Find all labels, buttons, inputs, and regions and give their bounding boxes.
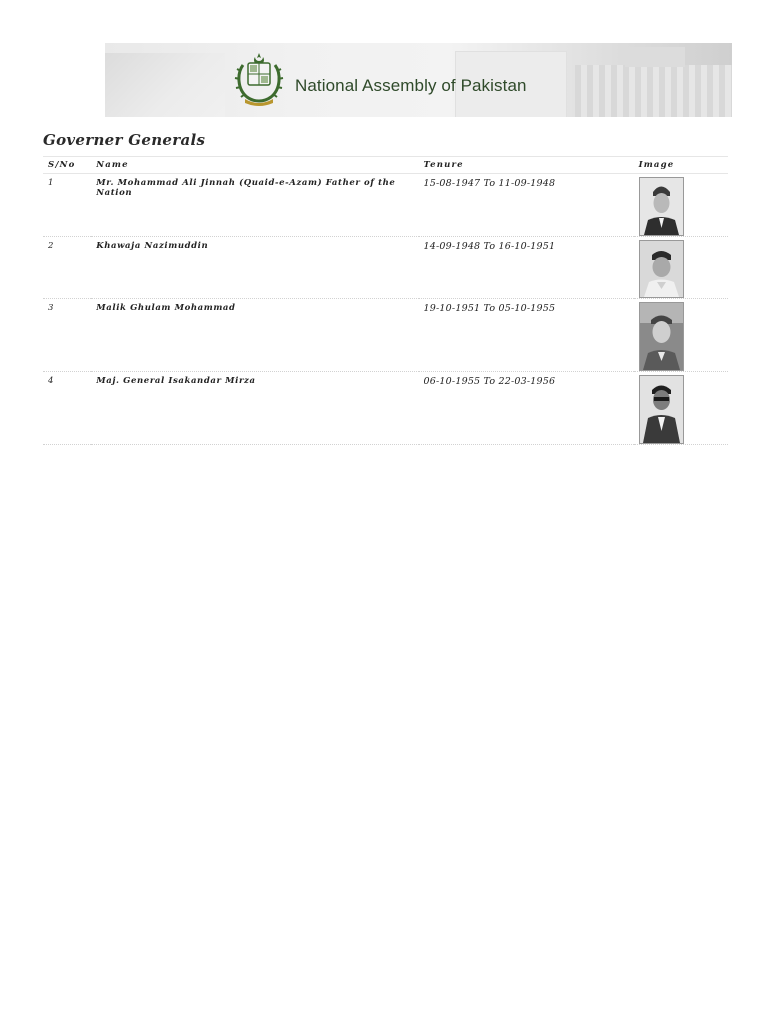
column-header-name: Name <box>91 157 418 174</box>
cell-image <box>634 372 728 445</box>
cell-tenure: 15-08-1947 To 11-09-1948 <box>419 174 634 237</box>
cell-tenure: 06-10-1955 To 22-03-1956 <box>419 372 634 445</box>
cell-sno: 1 <box>43 174 91 237</box>
page-title: Governer Generals <box>43 131 206 149</box>
banner-title: National Assembly of Pakistan <box>295 76 527 95</box>
column-header-image: Image <box>634 157 728 174</box>
cell-image <box>634 174 728 237</box>
cell-name: Malik Ghulam Mohammad <box>91 299 418 372</box>
banner-background-building <box>625 47 685 67</box>
table-row <box>43 372 728 445</box>
portrait-image <box>639 375 684 444</box>
header-banner <box>105 43 732 117</box>
national-assembly-emblem-icon <box>233 51 285 109</box>
governor-generals-table <box>43 156 728 445</box>
cell-tenure: 14-09-1948 To 16-10-1951 <box>419 237 634 299</box>
table-header-row <box>43 157 728 174</box>
cell-name: Mr. Mohammad Ali Jinnah (Quaid-e-Azam) Father of the Nation <box>91 174 418 237</box>
cell-tenure: 19-10-1951 To 05-10-1955 <box>419 299 634 372</box>
column-header-tenure: Tenure <box>419 157 634 174</box>
portrait-image <box>639 302 684 371</box>
cell-image <box>634 299 728 372</box>
cell-sno: 2 <box>43 237 91 299</box>
cell-sno: 4 <box>43 372 91 445</box>
cell-image <box>634 237 728 299</box>
banner-background-shape <box>105 53 225 117</box>
table-row <box>43 299 728 372</box>
cell-name: Khawaja Nazimuddin <box>91 237 418 299</box>
table-row <box>43 237 728 299</box>
table-row <box>43 174 728 237</box>
cell-sno: 3 <box>43 299 91 372</box>
cell-name: Maj. General Isakandar Mirza <box>91 372 418 445</box>
banner-background-building <box>575 65 732 117</box>
column-header-sno: S/No <box>43 157 91 174</box>
portrait-image <box>639 177 684 236</box>
portrait-image <box>639 240 684 298</box>
